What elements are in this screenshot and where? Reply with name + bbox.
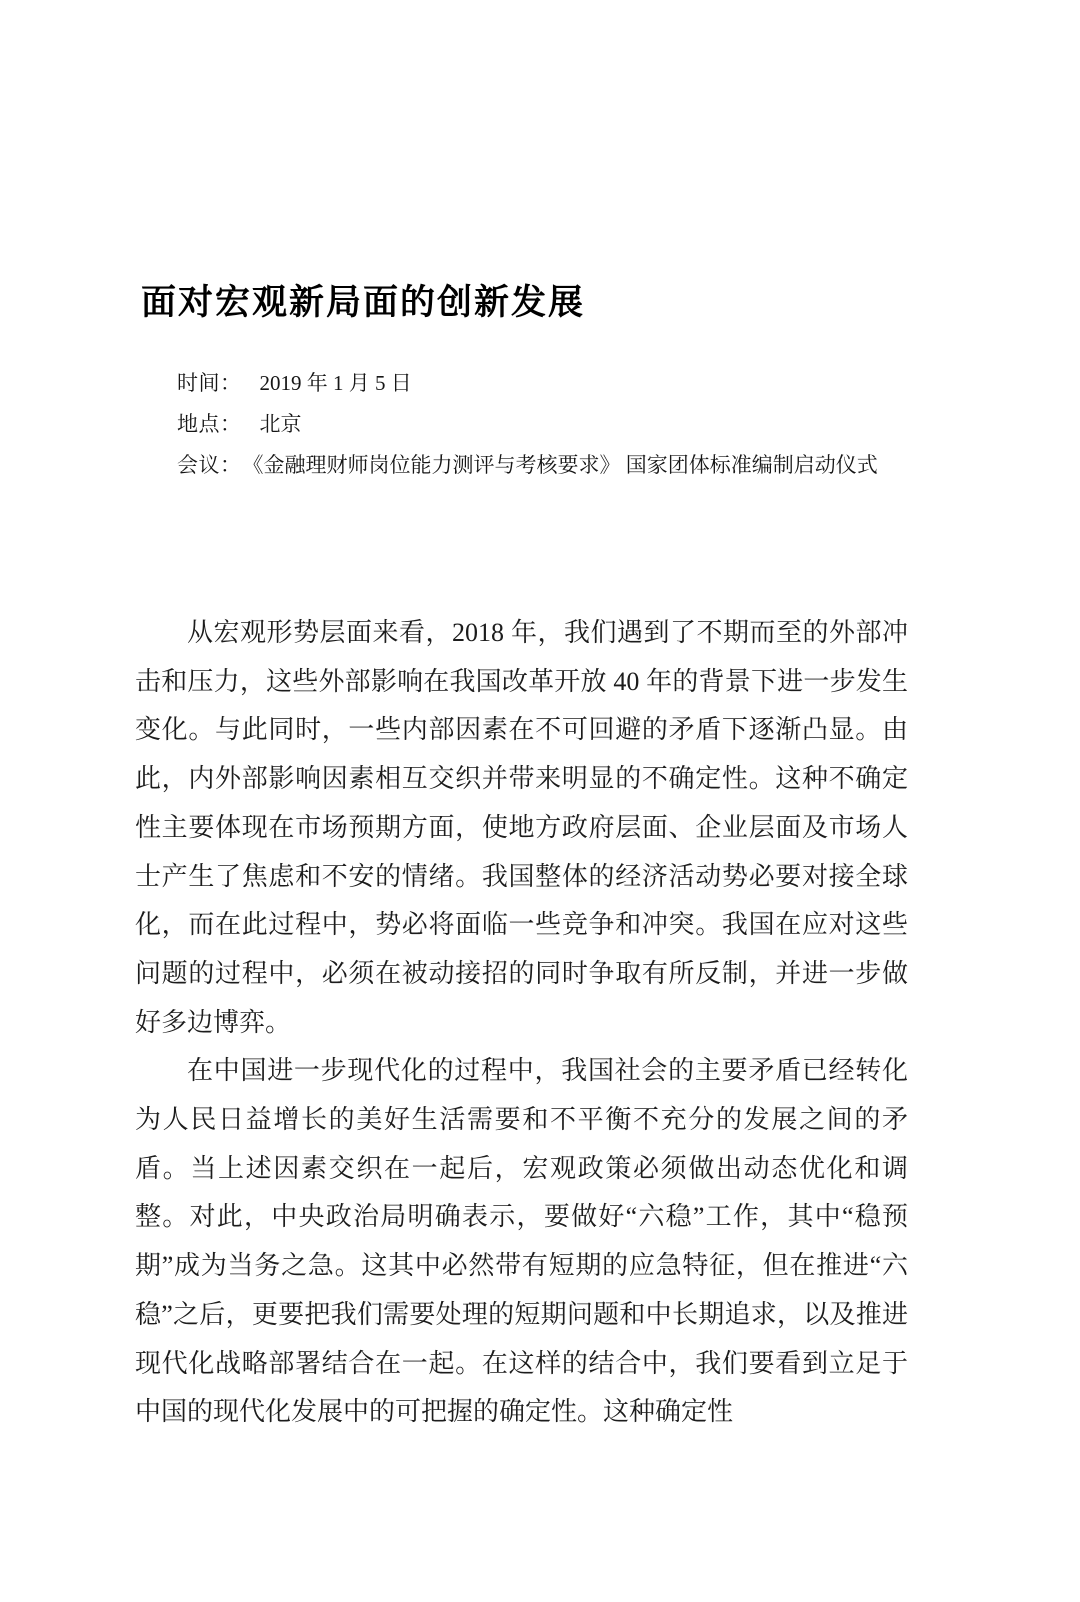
meta-value-time: 2019 年 1 月 5 日	[259, 371, 412, 395]
body-text	[135, 609, 908, 1437]
meta-label-location: 地点：	[177, 412, 242, 436]
page-title: 面对宏观新局面的创新发展	[141, 283, 586, 322]
paragraph-2: 在中国进一步现代化的过程中，我国社会的主要矛盾已经转化为人民日益增长的美好生活需要和不平衡不充分的发展之间的矛盾。当上述因素交织在一起后，宏观政策必须做出动态优化和调整。对此，中央政治局明确表示，要做好“六稳”工作，其中“稳预期”成为当务之急。这其中必然带有短期的应急特征，但在推进“六稳”之后，更要把我们需要处理的短期问题和中长期追求，以及推进现代化战略部署结合在一起。在这样的结合中，我们要看到立足于中国的现代化发展中的可把握的确定性。这种确定性	[135, 1056, 908, 1427]
meta-row-meeting	[177, 451, 878, 479]
meta-value-meeting: 《金融理财师岗位能力测评与考核要求》 国家团体标准编制启动仪式	[242, 453, 878, 477]
meta-label-time: 时间：	[177, 371, 242, 395]
paragraph-1: 从宏观形势层面来看，2018 年，我们遇到了不期而至的外部冲击和压力，这些外部影响在我国改革开放 40 年的背景下进一步发生变化。与此同时，一些内部因素在不可回避的矛盾下逐渐凸显。由此，内外部影响因素相互交织并带来明显的不确定性。这种不确定性主要体现在市场预期方面，使地方政府层面、企业层面及市场人士产生了焦虑和不安的情绪。我国整体的经济活动势必要对接全球化，而在此过程中，势必将面临一些竞争和冲突。我国在应对这些问题的过程中，必须在被动接招的同时争取有所反制，并进一步做好多边博弈。	[135, 618, 908, 1037]
meta-value-location: 北京	[259, 412, 302, 436]
meta-block	[177, 369, 878, 492]
meta-label-meeting: 会议：	[177, 453, 242, 477]
meta-row-time	[177, 369, 878, 397]
meta-row-location	[177, 410, 878, 438]
